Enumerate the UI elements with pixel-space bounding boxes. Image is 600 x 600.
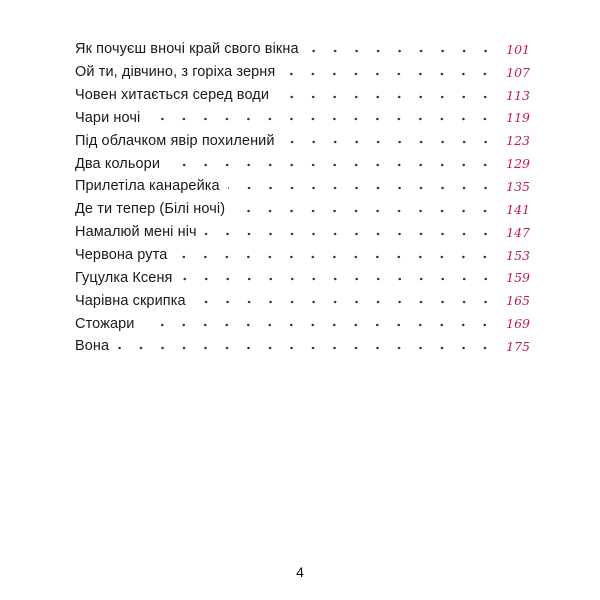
toc-entry-title: Червона рута (75, 247, 168, 264)
dot-leader (228, 185, 496, 191)
toc-entry-title: Ой ти, дівчино, з горіха зерня (75, 64, 276, 81)
toc-entry-title: Човен хитається серед води (75, 87, 270, 104)
dot-leader (283, 71, 496, 77)
toc-entry-page: 113 (506, 87, 530, 103)
toc-entry-page: 169 (506, 316, 530, 332)
dot-leader (194, 299, 496, 305)
toc-entry-page: 165 (506, 293, 530, 309)
toc-entry-title: Чари ночі (75, 109, 141, 126)
toc-entry (75, 107, 530, 130)
dot-leader (148, 116, 496, 122)
toc-entry-page: 123 (506, 133, 530, 149)
toc-entry (75, 221, 530, 244)
toc-entry-title: Під облачком явір похилений (75, 132, 275, 149)
dot-leader (181, 276, 496, 282)
toc-entry (75, 175, 530, 198)
toc-entry (75, 266, 530, 289)
toc-entry (75, 312, 530, 335)
toc-entry (75, 38, 530, 61)
toc-entry (75, 84, 530, 107)
dot-leader (307, 48, 496, 54)
toc-entry-title: Прилетіла канарейка (75, 178, 220, 195)
dot-leader (283, 139, 496, 145)
dot-leader (277, 94, 496, 100)
toc-entry-page: 153 (506, 247, 530, 263)
toc-entry-title: Вона (75, 338, 110, 355)
toc-entry-page: 107 (506, 64, 530, 80)
dot-leader (168, 162, 496, 168)
toc-entry-title: Чарівна скрипка (75, 292, 186, 309)
toc-entry-page: 175 (506, 338, 530, 354)
toc-entry-title: Намалюй мені ніч (75, 224, 197, 241)
dot-leader (233, 208, 496, 214)
toc-entry (75, 335, 530, 358)
toc-entry-title: Стожари (75, 315, 135, 332)
toc-entry-page: 129 (506, 156, 530, 172)
toc-entry-page: 147 (506, 224, 530, 240)
dot-leader (117, 345, 496, 351)
toc-entry (75, 61, 530, 84)
toc-entry-page: 119 (506, 110, 530, 126)
toc-entry (75, 152, 530, 175)
dot-leader (142, 322, 496, 328)
page-number: 4 (296, 564, 304, 580)
toc-entry-page: 135 (506, 178, 530, 194)
toc-entry (75, 289, 530, 312)
toc-entry (75, 198, 530, 221)
dot-leader (205, 231, 496, 237)
toc-entry-title: Як почуєш вночі край свого вікна (75, 41, 299, 58)
toc-entry-page: 101 (506, 41, 530, 57)
toc-entry-title: Де ти тепер (Білі ночі) (75, 201, 226, 218)
toc-entry-title: Гуцулка Ксеня (75, 269, 173, 286)
toc-entry-page: 159 (506, 270, 530, 286)
toc-entry-page: 141 (506, 201, 530, 217)
toc-entry (75, 129, 530, 152)
table-of-contents (75, 38, 530, 358)
dot-leader (175, 254, 496, 260)
toc-entry (75, 244, 530, 267)
toc-entry-title: Два кольори (75, 155, 161, 172)
